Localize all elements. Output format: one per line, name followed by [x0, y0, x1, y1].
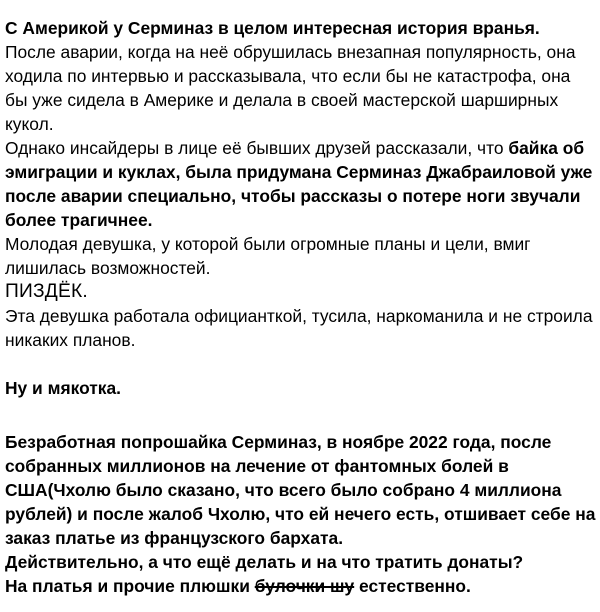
remark: Ну и мякотка.	[5, 378, 121, 398]
paragraph-text: Однако инсайдеры в лице её бывших друзей рассказали, что	[5, 138, 509, 158]
paragraph-line: Эта девушка работала официанткой, тусила, наркоманила и не строила	[5, 306, 593, 326]
paragraph-line: кукол.	[5, 114, 54, 134]
bold-line: рублей) и после жалоб Чхолю, что ей нечего есть, отшивает себе на	[5, 504, 596, 524]
bold-line	[5, 574, 597, 598]
bold-text: естественно.	[354, 576, 471, 596]
paragraph-line: Молодая девушка, у которой были огромные планы и цели, вмиг	[5, 234, 531, 254]
bold-line: заказ платье из французского бархата.	[5, 528, 344, 548]
bold-line: более трагичнее.	[5, 210, 153, 230]
bold-line: собранных миллионов на лечение от фантомных болей в	[5, 456, 509, 476]
paragraph-line: лишилась возможностей.	[5, 258, 211, 278]
paragraph-line: бы уже сидела в Америке и делала в своей мастерской шарширных	[5, 90, 559, 110]
spacer	[5, 352, 597, 376]
bold-line: Безработная попрошайка Серминаз, в ноябре 2022 года, после	[5, 432, 552, 452]
bold-line: Действительно, а что ещё делать и на что тратить донаты?	[5, 552, 524, 572]
bold-text: На платья и прочие плюшки	[5, 576, 255, 596]
document-body	[5, 16, 597, 598]
strikethrough-text: булочки шу	[254, 576, 355, 596]
bold-text: байка об	[508, 138, 585, 158]
paragraph-title: С Америкой у Серминаз в целом интересная история вранья.	[5, 18, 540, 38]
spacer	[5, 400, 597, 430]
exclamation: ПИЗДЁК.	[5, 281, 88, 302]
bold-line: после аварии специально, чтобы рассказы о потере ноги звучали	[5, 186, 581, 206]
paragraph-line	[5, 136, 597, 160]
paragraph-line: ходила по интервью и рассказывала, что если бы не катастрофа, она	[5, 66, 571, 86]
paragraph-line: После аварии, когда на неё обрушилась внезапная популярность, она	[5, 42, 576, 62]
paragraph-line: никаких планов.	[5, 330, 136, 350]
bold-line: эмиграции и куклах, была придумана Серминаз Джабраиловой уже	[5, 162, 593, 182]
bold-line: США(Чхолю было сказано, что всего было собрано 4 миллиона	[5, 480, 562, 500]
